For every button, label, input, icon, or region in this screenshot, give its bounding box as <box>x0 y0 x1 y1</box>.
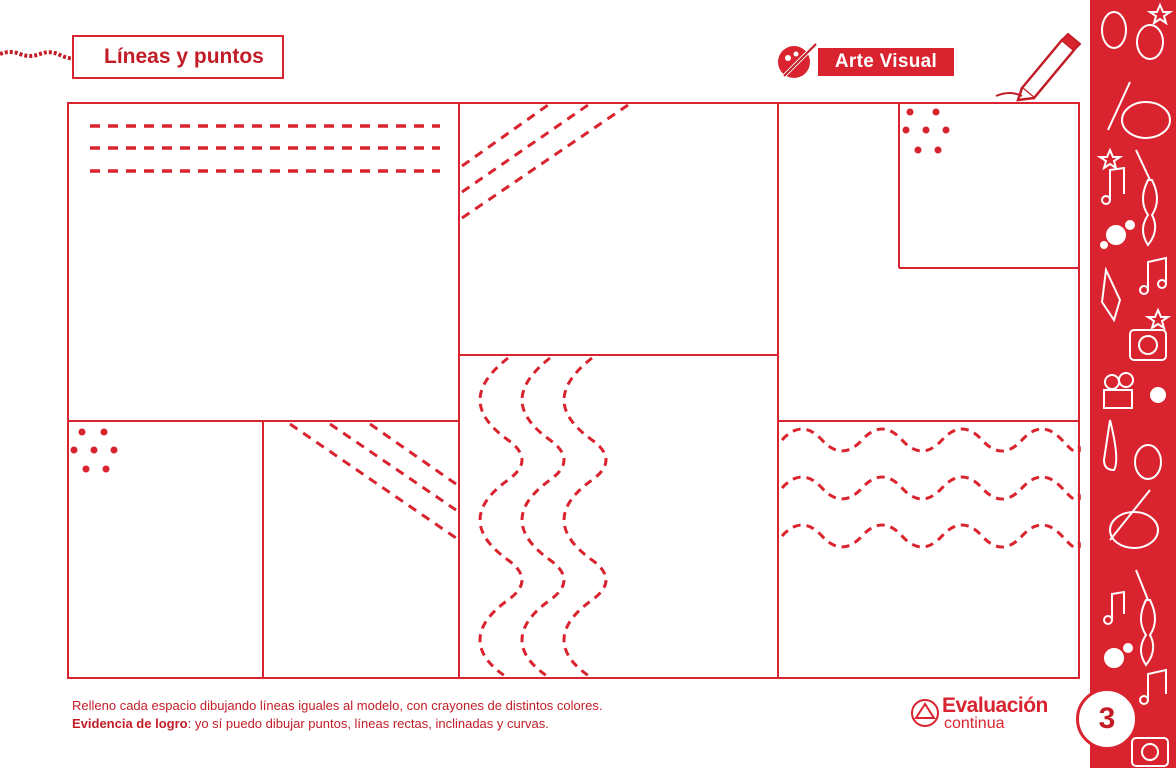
evidence-label: Evidencia de logro <box>72 716 188 731</box>
diagonal-dashed-lines-model <box>462 105 628 218</box>
camera-icon <box>1132 738 1168 766</box>
pencil-icon <box>1102 270 1120 320</box>
film-projector-icon <box>1104 373 1133 408</box>
decorative-sidebar <box>1090 0 1176 768</box>
violin-icon <box>1136 150 1157 245</box>
subject-badge: Arte Visual <box>818 48 954 76</box>
paint-splash-icon <box>1105 644 1132 667</box>
music-note-icon <box>1102 168 1124 204</box>
theater-mask-icon <box>1102 12 1163 59</box>
evidence-text <box>72 715 832 733</box>
palette-icon <box>1108 82 1170 138</box>
star-icon <box>1148 310 1168 328</box>
inclined-dashed-lines-model <box>290 424 456 538</box>
worksheet-border <box>68 103 1079 678</box>
evidence-body: : yo sí puedo dibujar puntos, líneas rectas, inclinadas y curvas. <box>187 716 549 731</box>
instructions <box>72 697 832 733</box>
star-icon <box>1150 5 1170 23</box>
horizontal-dashed-lines-model <box>90 126 440 171</box>
logo-subword: continua <box>944 715 1005 732</box>
music-note-icon <box>1104 592 1124 624</box>
logo-word: Evaluación <box>942 694 1048 717</box>
camera-icon <box>1130 330 1166 360</box>
evaluacion-logo <box>910 694 1060 734</box>
ballet-shoe-icon <box>1104 420 1116 470</box>
page-title: Líneas y puntos <box>72 35 284 79</box>
paint-splash-icon <box>1151 388 1165 402</box>
page-number: 3 <box>1076 688 1138 750</box>
palette-icon <box>1110 490 1158 548</box>
paint-splash-icon <box>1101 221 1134 248</box>
theater-mask-icon <box>1135 445 1161 479</box>
horizontal-wavy-lines-model <box>782 429 1079 549</box>
dots-model-bottom-left <box>71 429 118 473</box>
vertical-wavy-lines-model <box>480 358 606 678</box>
dots-model-top-right <box>903 109 950 154</box>
instruction-text: Relleno cada espacio dibujando líneas iguales al modelo, con crayones de distintos colores. <box>72 698 603 713</box>
star-icon <box>1100 150 1120 168</box>
violin-icon <box>1136 570 1155 665</box>
music-note-icon <box>1140 258 1166 294</box>
music-note-icon <box>1140 670 1166 704</box>
evaluation-logo-icon <box>910 698 940 728</box>
